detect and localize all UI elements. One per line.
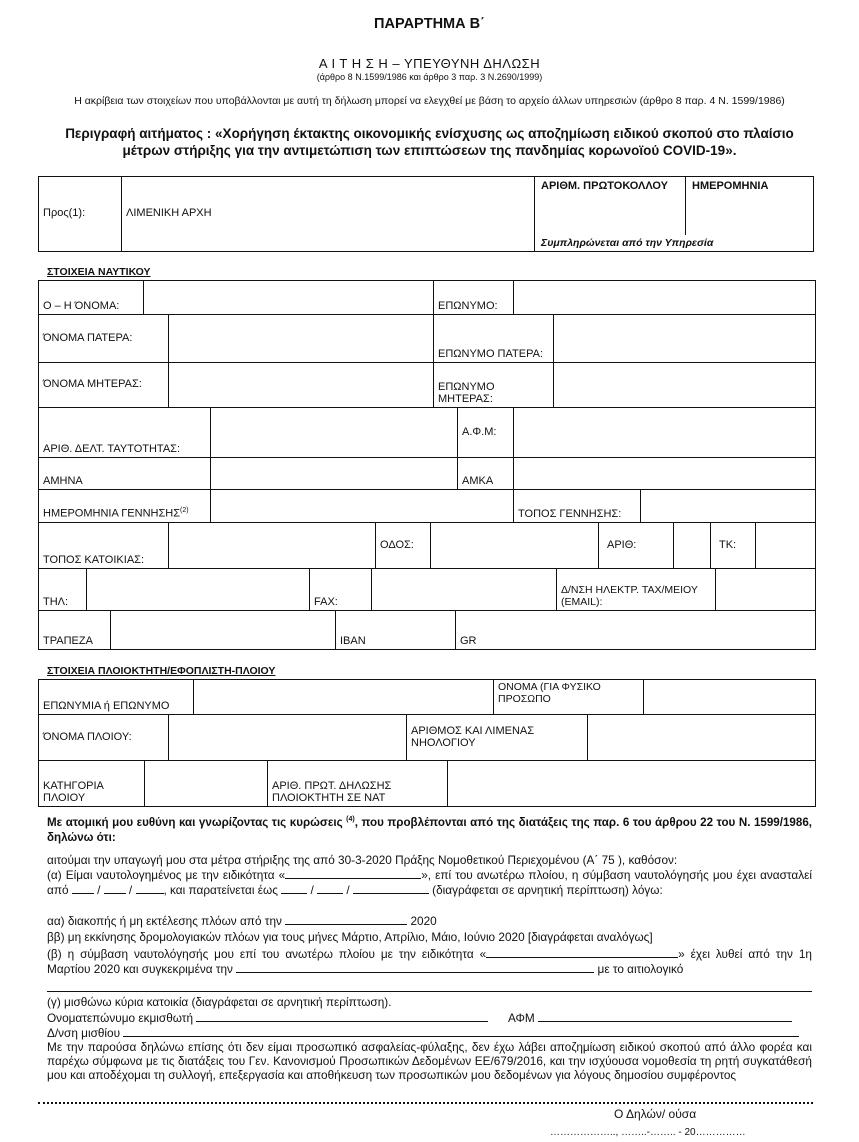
intro-text-2: , που προβλέπονται από της διατάξεις της παρ. 6 του άρθρου 22 του Ν. 1599/1986, δηλώνω ότι: [47,815,812,844]
intro-sup: (4) [346,816,355,823]
from-year-blank[interactable] [136,882,164,894]
afm-field[interactable] [514,408,816,458]
postcode-label: ΤΚ: [711,523,756,569]
category-label: ΚΑΤΗΓΟΡΙΑ ΠΛΟΙΟΥ [39,761,145,807]
seaman-table-7 [38,610,816,650]
specialty-2-blank[interactable] [486,946,678,958]
landlord-afm-blank[interactable] [538,1010,792,1022]
phone-field[interactable] [87,569,310,611]
first-name-label: Ο – Η ΌΝΟΜΑ: [39,281,144,315]
number-label: ΑΡΙΘ: [599,523,674,569]
birth-date-text: ΗΜΕΡΟΜΗΝΙΑ ΓΕΝΝΗΣΗΣ [43,508,181,520]
para-8 [47,1025,812,1040]
ship-name-label: ΌΝΟΜΑ ΠΛΟΙΟΥ: [39,715,169,761]
nat-decl-label: ΑΡΙΘ. ΠΡΩΤ. ΔΗΛΩΣΗΣ ΠΛΟΙΟΚΤΗΤΗ ΣΕ ΝΑΤ [268,761,448,807]
landlord-afm-label: ΑΦΜ [507,1011,535,1025]
father-name-field[interactable] [169,315,434,363]
iban-field[interactable] [456,611,816,650]
street-field[interactable] [431,523,599,569]
mother-surname-label: ΕΠΩΝΥΜΟ ΜΗΤΕΡΑΣ: [434,363,554,408]
para-5 [47,946,812,976]
p2-text-d: (διαγράφεται σε αρνητική περίπτωση) λόγω: [432,883,663,898]
to-month-blank[interactable] [317,882,343,894]
signature-date-line[interactable]: ……………….., ……..-…….. - 20…………… [550,1127,746,1138]
reason-blank-line[interactable] [47,991,812,992]
protocol-label: ΑΡΙΘΜ. ΠΡΩΤΟΚΟΛΛΟΥ [541,180,669,192]
to-year-blank[interactable] [353,882,429,894]
p5-text-c: με το αιτιολογικό [597,962,684,977]
date-label: ΗΜΕΡΟΜΗΝΙΑ [692,180,769,192]
birth-place-field[interactable] [641,490,816,523]
amhna-label: ΑΜΗΝΑ [39,458,211,490]
to-label: Προς(1): [39,177,122,252]
email-label: Δ/ΝΣΗ ΗΛΕΚΤΡ. ΤΑΧ/ΜΕΙΟΥ (EMAIL): [557,569,716,611]
seaman-table-6 [38,568,816,611]
declaration-intro [47,812,812,845]
lease-address-label: Δ/νση μισθίου [47,1026,121,1040]
birth-date-label [39,490,211,523]
landlord-label: Ονοματεπώνυμο εκμισθωτή [47,1011,194,1025]
stop-date-blank[interactable] [285,913,407,925]
phone-label: ΤΗΛ: [39,569,87,611]
specialty-blank[interactable] [285,867,421,879]
recipient-table [38,176,814,252]
termination-date-blank[interactable] [236,961,594,973]
number-field[interactable] [674,523,711,569]
para-1: αιτούμαι την υπαγωγή μου στα μέτρα στήριξης της από 30-3-2020 Πράξης Νομοθετικού Περιεχομένου (Α΄ 75 ), καθόσον: [47,853,678,867]
lease-address-blank[interactable] [123,1025,799,1037]
mother-name-label: ΌΝΟΜΑ ΜΗΤΕΡΑΣ: [39,363,169,408]
father-surname-label: ΕΠΩΝΥΜΟ ΠΑΤΕΡΑ: [434,315,554,363]
para-4: ββ) μη εκκίνησης δρομολογιακών πλόων για τους μήνες Μάρτιο, Απρίλιο, Μάιο, Ιούνιο 2020 [διαγράφεται αναλόγως] [47,930,653,944]
p2-text-b: », επί του ανωτέρω πλοίου, η σύμβαση ναυτολόγησής μου έχει ανασταλεί από [47,868,812,898]
postcode-field[interactable] [756,523,816,569]
request-description: Περιγραφή αιτήματος : «Χορήγηση έκτακτης οικονομικής ενίσχυσης ως αποζημίωση ειδικού σκοπού στο πλαίσιο μέτρων στήριξης για την αντιμετώπιση των επιπτώσεων της πανδημίας κορωνοϊού COVID-19». [65,126,794,158]
owner-first-name-field[interactable] [644,680,816,715]
fax-label: FAX: [310,569,372,611]
registry-label: ΑΡΙΘΜΟΣ ΚΑΙ ΛΙΜΕΝΑΣ ΝΗΟΛΟΓΙΟΥ [407,715,588,761]
residence-label: ΤΟΠΟΣ ΚΑΤΟΙΚΙΑΣ: [39,523,169,569]
amka-label: ΑΜΚΑ [458,458,514,490]
para-3 [47,913,812,928]
seaman-table-3 [38,407,816,490]
from-day-blank[interactable] [72,882,94,894]
afm-label: Α.Φ.Μ: [458,408,514,458]
para-9: Με την παρούσα δηλώνω επίσης ότι δεν είμαι προσωπικό ασφαλείας-φύλαξης, δεν έχω λάβει αποζημίωση ειδικού σκοπού από άλλο φορέα και παρέχω σύμφωνα με τις διατάξεις του Γεν. Κανονισμού Προσωπικών Δεδομένων ΕΕ/679/2016, και την ισχύουσα νομοθεσία τη ρητή συγκατάθεσή μου και αποδέχομαι τη συλλογή, επεξεργασία και αποθήκευση των προσωπικών μου δεδομένων για λόγους δημοσίου συμφέροντος [47,1040,812,1083]
seaman-table-2 [38,314,816,408]
amka-field[interactable] [514,458,816,490]
nat-decl-field[interactable] [448,761,816,807]
from-month-blank[interactable] [104,882,126,894]
street-label: ΟΔΟΣ: [376,523,431,569]
id-card-field[interactable] [211,408,458,458]
owner-section-title: ΣΤΟΙΧΕΙΑ ΠΛΟΙΟΚΤΗΤΗ/ΕΦΟΠΛΙΣΤΗ-ΠΛΟΙΟΥ [47,665,276,677]
owner-table-2 [38,714,816,761]
seaman-section-title: ΣΤΟΙΧΕΙΑ ΝΑΥΤΙΚΟΥ [47,266,151,278]
p2-text-c: , και παρατείνεται έως [163,883,278,898]
landlord-blank[interactable] [196,1010,488,1022]
first-name-field[interactable] [144,281,434,315]
registry-field[interactable] [588,715,816,761]
to-day-blank[interactable] [281,882,307,894]
p3-text-a: αα) διακοπής ή μη εκτέλεσης πλόων από την [47,914,282,928]
bank-label: ΤΡΑΠΕΖΑ [39,611,111,650]
dotted-separator [38,1102,813,1104]
protocol-divider [685,177,686,235]
para-7 [47,1010,812,1025]
ship-name-field[interactable] [169,715,407,761]
accuracy-note: Η ακρίβεια των στοιχείων που υποβάλλονται με αυτή τη δήλωση μπορεί να ελεγχθεί με βάση το αρχείο άλλων υπηρεσιών (άρθρο 8 παρ. 4 Ν. 1599/1986) [74,95,785,107]
owner-table-1 [38,679,816,715]
amhna-field[interactable] [211,458,458,490]
to-value[interactable]: ΛΙΜΕΝΙΚΗ ΑΡΧΗ [122,177,535,252]
intro-text-1: Με ατομική μου ευθύνη και γνωρίζοντας τις κυρώσεις [47,815,343,829]
fax-field[interactable] [372,569,557,611]
category-field[interactable] [145,761,268,807]
email-field[interactable] [716,569,816,611]
signer-label: Ο Δηλών/ ούσα [614,1107,697,1121]
surname-label: ΕΠΩΝΥΜΟ: [434,281,514,315]
birth-date-sup: (2) [180,507,189,515]
para-2: (α) Είμαι ναυτολογημένος με την ειδικότητα « », επί του ανωτέρω πλοίου, η σύμβαση ναυτολόγησής μου έχει ανασταλεί από / / , και παρατείνεται έως / / (διαγράφεται σε αρνητική περίπτωση) λόγω: [47,868,812,898]
seaman-table-4 [38,489,816,523]
birth-place-label: ΤΟΠΟΣ ΓΕΝΝΗΣΗΣ: [514,490,641,523]
mother-surname-field[interactable] [554,363,816,408]
gr-prefix: GR [460,635,477,647]
p3-text-b: 2020 [410,914,437,928]
surname-field[interactable] [514,281,816,315]
mother-name-field[interactable] [169,363,434,408]
father-surname-field[interactable] [554,315,816,363]
law-reference: (άρθρο 8 Ν.1599/1986 και άρθρο 3 παρ. 3 Ν.2690/1999) [316,72,543,82]
owner-first-name-label: ΟΝΟΜΑ (ΓΙΑ ΦΥΣΙΚΟ ΠΡΟΣΩΠΟ [494,680,644,715]
para-6: (γ) μισθώνω κύρια κατοικία (διαγράφεται σε αρνητική περίπτωση). [47,995,392,1009]
iban-label: IBAN [336,611,456,650]
seaman-table-1 [38,280,816,315]
filled-by-note: Συμπληρώνεται από την Υπηρεσία [541,237,714,249]
owner-table-3 [38,760,816,807]
birth-date-field[interactable] [211,490,514,523]
form-subtitle: Α Ι Τ Η Σ Η – ΥΠΕΥΘΥΝΗ ΔΗΛΩΣΗ [318,56,541,71]
p5-text-b: » έχει λυθεί από την 1η Μαρτίου 2020 και συγκεκριμένα την [47,947,812,977]
father-name-label: ΌΝΟΜΑ ΠΑΤΕΡΑ: [39,315,169,363]
company-name-field[interactable] [194,680,494,715]
p2-text-a: (α) Είμαι ναυτολογημένος με την ειδικότητα « [47,868,286,882]
seaman-table-5 [38,522,816,569]
company-name-label: ΕΠΩΝΥΜΙΑ ή ΕΠΩΝΥΜΟ [39,680,194,715]
page-title: ΠΑΡΑΡΤΗΜΑ Β΄ [374,16,485,32]
id-card-label: ΑΡΙΘ. ΔΕΛΤ. ΤΑΥΤΟΤΗΤΑΣ: [39,408,211,458]
bank-field[interactable] [111,611,336,650]
p5-text-a: (β) η σύμβαση ναυτολόγησής μου επί του ανωτέρω πλοίου με την ειδικότητα « [47,947,487,961]
residence-field[interactable] [169,523,376,569]
protocol-box [535,177,814,252]
